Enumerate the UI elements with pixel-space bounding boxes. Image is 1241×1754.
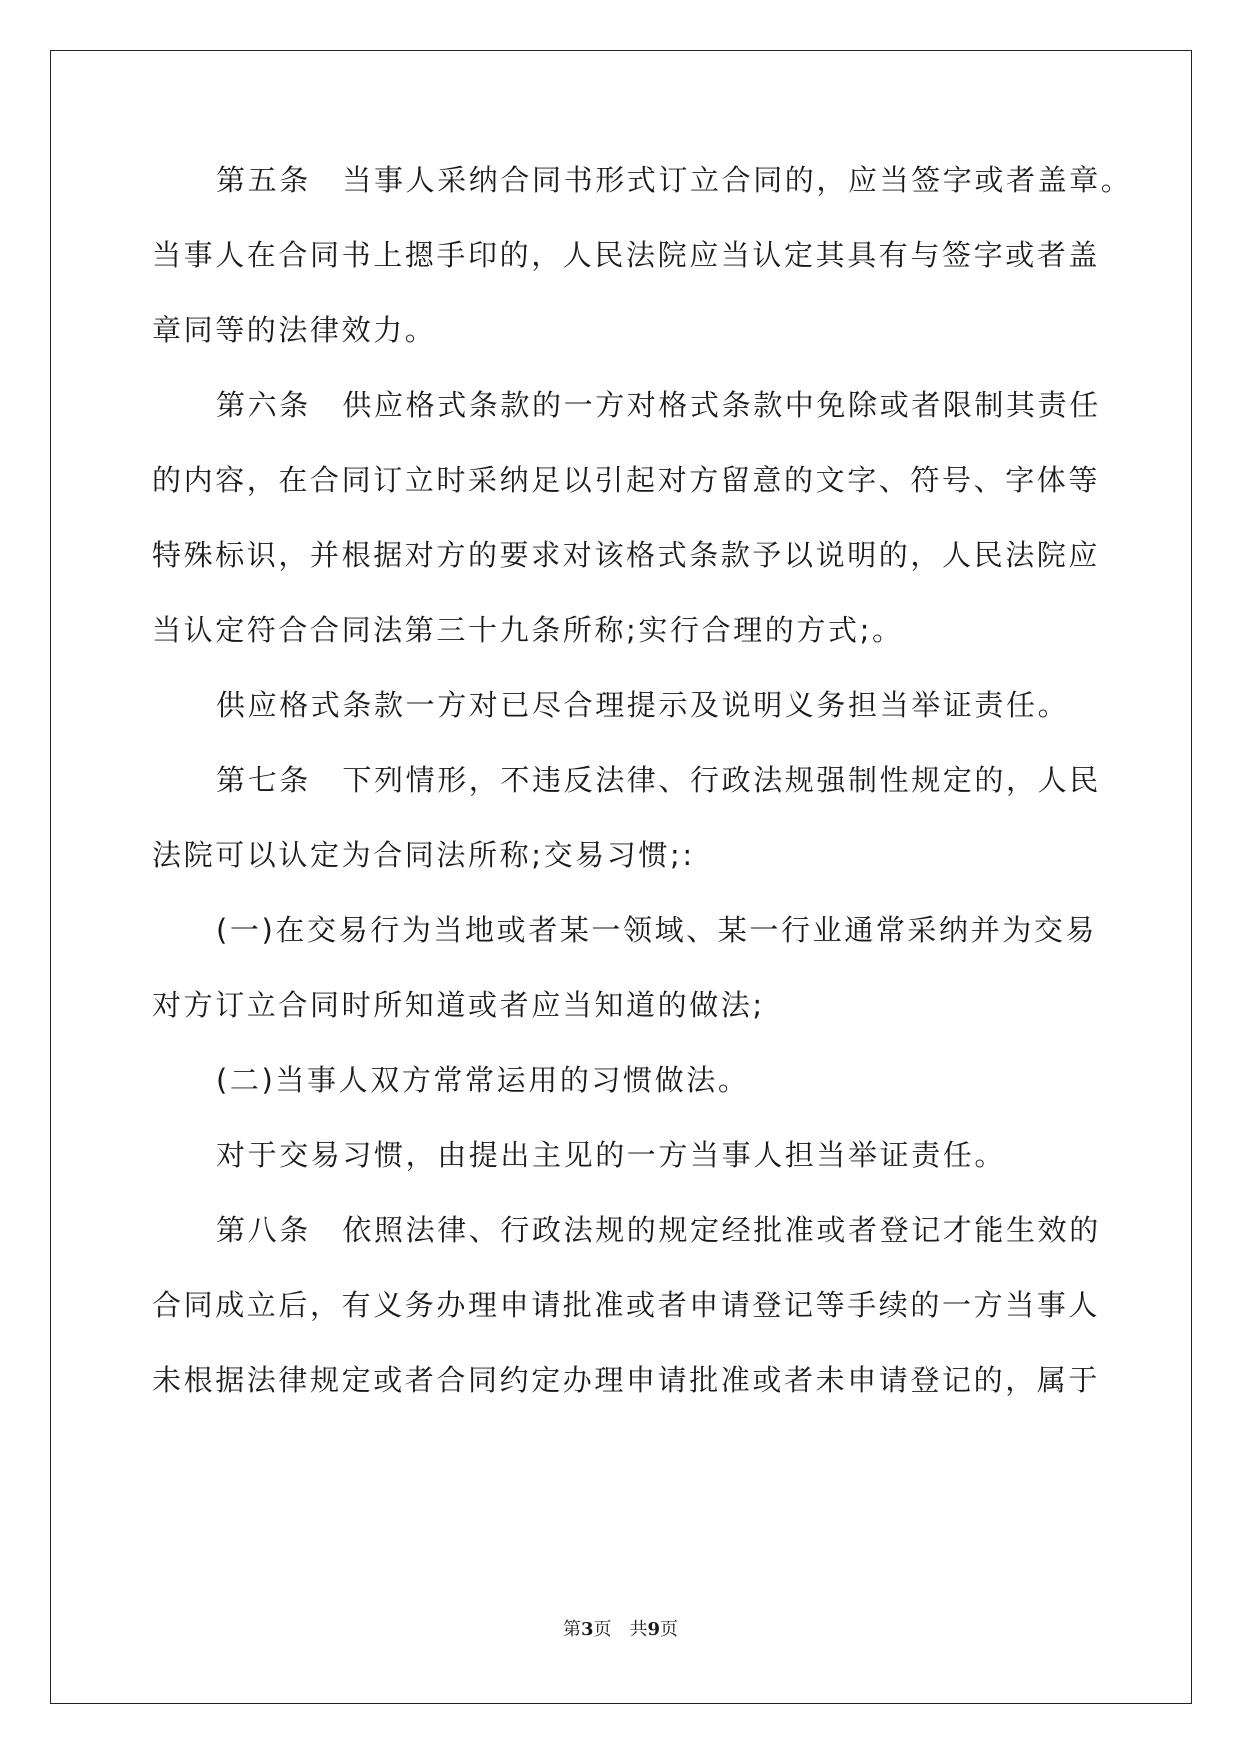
text-line: 第五条 当事人采纳合同书形式订立合同的，应当签字或者盖章。: [216, 163, 1133, 197]
text-line: 第七条 下列情形，不违反法律、行政法规强制性规定的，人民: [216, 763, 1101, 797]
page-border: [50, 50, 1192, 1704]
text-line: 第八条 依照法律、行政法规的规定经批准或者登记才能生效的: [216, 1213, 1101, 1247]
text-line: 当事人在合同书上摁手印的，人民法院应当认定其具有与签字或者盖: [152, 238, 1101, 272]
text-line: 章同等的法律效力。: [152, 313, 437, 347]
text-line: 供应格式条款一方对已尽合理提示及说明义务担当举证责任。: [216, 688, 1070, 722]
text-line: 的内容，在合同订立时采纳足以引起对方留意的文字、符号、字体等: [152, 463, 1101, 497]
footer-middle: 页 共: [593, 1619, 648, 1640]
text-line: 对于交易习惯，由提出主见的一方当事人担当举证责任。: [216, 1138, 1007, 1172]
total-page-count: 9: [647, 1619, 661, 1640]
footer-prefix: 第: [562, 1619, 581, 1640]
footer-suffix: 页: [660, 1619, 679, 1640]
text-line: (二)当事人双方常常运用的习惯做法。: [216, 1063, 750, 1097]
text-line: 特殊标识，并根据对方的要求对该格式条款予以说明的，人民法院应: [152, 538, 1101, 572]
text-line: 法院可以认定为合同法所称;交易习惯;:: [152, 838, 695, 872]
text-line: (一)在交易行为当地或者某一领域、某一行业通常采纳并为交易: [216, 913, 1098, 947]
text-line: 未根据法律规定或者合同约定办理申请批准或者未申请登记的，属于: [152, 1363, 1101, 1397]
text-line: 合同成立后，有义务办理申请批准或者申请登记等手续的一方当事人: [152, 1288, 1101, 1322]
text-line: 对方订立合同时所知道或者应当知道的做法;: [152, 988, 765, 1022]
text-line: 当认定符合合同法第三十九条所称;实行合理的方式;。: [152, 613, 904, 647]
text-line: 第六条 供应格式条款的一方对格式条款中免除或者限制其责任: [216, 388, 1101, 422]
page-footer: [0, 1618, 1241, 1642]
current-page-number: 3: [580, 1619, 594, 1640]
